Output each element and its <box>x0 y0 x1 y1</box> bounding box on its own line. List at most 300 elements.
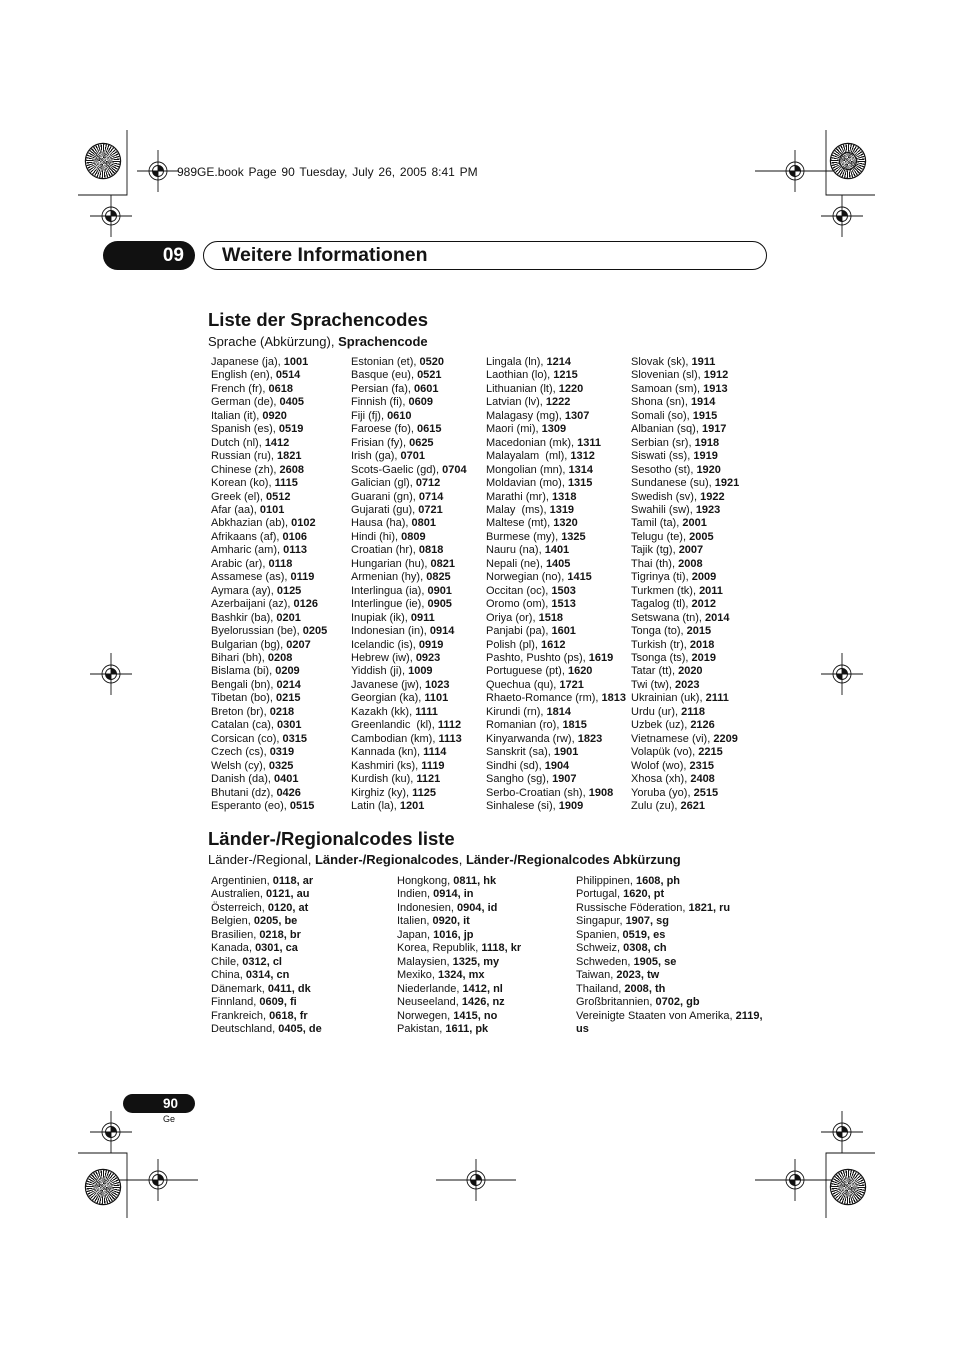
language-name: Norwegian (no) <box>486 571 562 584</box>
language-code: 1222 <box>545 396 571 409</box>
entry-separator: , <box>261 982 265 995</box>
region-abbreviation: pt <box>653 888 665 901</box>
entry-separator: , <box>616 928 620 941</box>
language-code: 0201 <box>276 611 301 624</box>
language-entry <box>486 612 626 625</box>
language-code: 1907 <box>552 773 577 786</box>
region-name: Dänemark <box>211 982 262 995</box>
entry-separator: , <box>545 490 549 503</box>
entry-separator: , <box>555 530 559 543</box>
language-name: Faroese (fo) <box>351 423 411 436</box>
language-entry <box>211 719 327 732</box>
language-entry <box>211 464 327 477</box>
entry-separator: , <box>553 678 557 691</box>
region-code: 0405 <box>278 1022 303 1035</box>
language-name: Interlingua (ia) <box>351 584 422 597</box>
region-entry <box>211 969 322 982</box>
registration-mark <box>90 195 132 237</box>
language-code: 0301 <box>277 719 302 732</box>
language-entry <box>631 477 739 490</box>
language-entry <box>351 437 467 450</box>
language-code: 1914 <box>690 396 716 409</box>
language-name: Italian (it) <box>211 409 257 422</box>
language-code: 0712 <box>415 477 441 490</box>
language-code: 1101 <box>424 692 449 705</box>
language-code: 0514 <box>275 369 301 382</box>
language-code: 1307 <box>564 409 590 422</box>
language-code: 2621 <box>680 799 706 812</box>
region-code: 0811 <box>453 875 478 887</box>
entry-separator: , <box>447 875 451 887</box>
entry-separator: , <box>697 382 701 395</box>
language-code: 2015 <box>686 625 712 638</box>
entry-separator: , <box>426 915 430 928</box>
starburst-mark <box>831 1170 865 1204</box>
language-entry <box>351 383 467 396</box>
entry-separator: , <box>683 638 687 651</box>
language-name: Kirghiz (ky) <box>351 786 407 799</box>
language-name: Malagasy (mg) <box>486 409 559 422</box>
language-code: 1201 <box>399 799 425 812</box>
language-code: 0618 <box>268 382 293 395</box>
language-code: 1315 <box>567 477 593 490</box>
language-name: Albanian (sq) <box>631 423 696 436</box>
language-name: Kashmiri (ks) <box>351 759 416 772</box>
region-entry <box>211 942 322 955</box>
language-name: Slovak (sk) <box>631 356 686 368</box>
region-entry <box>576 929 772 942</box>
entry-separator: , <box>685 651 689 664</box>
legend-code-heading: Länder-/Regionalcodes <box>314 852 459 867</box>
region-entry <box>397 929 521 942</box>
region-name: Frankreich <box>211 1009 263 1022</box>
language-entry <box>211 746 327 759</box>
language-name: Tsonga (ts) <box>631 651 686 664</box>
language-entry <box>631 639 739 652</box>
language-entry <box>211 410 327 423</box>
region-entry <box>576 956 772 969</box>
region-abbreviation: us <box>576 1022 589 1035</box>
chapter-title-bar <box>203 241 767 270</box>
entry-separator: , <box>647 888 651 901</box>
language-name: Estonian (et) <box>351 356 414 368</box>
language-name: Turkmen (tk) <box>631 584 693 597</box>
region-entry <box>576 996 772 1009</box>
region-name: Philippinen <box>576 875 630 887</box>
language-name: Thai (th) <box>631 557 672 570</box>
language-code: 0818 <box>418 544 444 557</box>
language-name: Kinyarwanda (rw) <box>486 732 572 745</box>
language-entry <box>631 773 739 786</box>
language-code: 1612 <box>541 638 566 651</box>
language-entry <box>351 356 467 369</box>
language-entry <box>631 517 739 530</box>
language-code: 0825 <box>426 571 451 584</box>
language-entry <box>351 612 467 625</box>
region-abbreviation: at <box>298 901 309 914</box>
language-code: 0405 <box>279 396 304 409</box>
region-entry <box>211 996 322 1009</box>
language-entry <box>486 356 626 369</box>
entry-separator: , <box>684 396 688 409</box>
region-name: Spanien <box>576 928 617 941</box>
language-entry <box>351 760 467 773</box>
entry-separator: , <box>477 875 481 887</box>
entry-separator: , <box>293 1009 297 1022</box>
language-entry <box>211 369 327 382</box>
region-entry <box>576 875 772 888</box>
language-name: Kirundi (rn) <box>486 705 541 718</box>
entry-separator: , <box>290 888 294 901</box>
language-code: 1309 <box>541 423 567 436</box>
region-entry <box>397 1023 521 1036</box>
region-abbreviation: mx <box>468 969 485 982</box>
entry-separator: , <box>415 759 419 772</box>
entry-separator: , <box>413 356 417 368</box>
legend-label: Länder-/Regional, <box>208 852 312 867</box>
region-name: Belgien <box>211 915 248 928</box>
entry-separator: , <box>256 409 260 422</box>
entry-separator: , <box>412 503 416 516</box>
language-name: Sundanese (su) <box>631 477 709 490</box>
language-code: 2018 <box>689 638 715 651</box>
entry-separator: , <box>570 436 575 449</box>
region-abbreviation: ph <box>666 875 681 887</box>
language-entry <box>351 450 467 463</box>
language-column <box>211 356 327 813</box>
language-code: 1814 <box>546 705 572 718</box>
region-name: Japan <box>397 928 427 941</box>
language-name: Hausa (ha) <box>351 517 406 530</box>
language-entry <box>486 773 626 786</box>
region-entry <box>211 875 322 888</box>
language-entry <box>631 679 739 692</box>
language-entry <box>211 396 327 409</box>
chapter-title: Weitere Informationen <box>222 244 428 266</box>
language-name: Sindhi (sd) <box>486 759 539 772</box>
language-entry <box>486 491 626 504</box>
language-entry <box>211 760 327 773</box>
registration-mark <box>118 1159 198 1201</box>
language-name: Persian (fa) <box>351 382 408 395</box>
language-code: 1912 <box>703 369 729 382</box>
entry-separator: , <box>685 356 689 368</box>
language-code: 2012 <box>691 598 717 611</box>
language-name: Arabic (ar) <box>211 557 263 570</box>
region-entry <box>397 969 521 982</box>
language-code: 1909 <box>558 799 584 812</box>
language-entry <box>486 504 626 517</box>
language-code: 1314 <box>568 463 594 476</box>
language-name: Scots-Gaelic (gd) <box>351 463 436 476</box>
entry-separator: , <box>420 571 424 584</box>
language-name: Azerbaijani (az) <box>211 598 288 611</box>
language-name: Aymara (ay) <box>211 584 271 597</box>
language-name: Serbian (sr) <box>631 436 689 449</box>
region-abbreviation: ca <box>285 942 298 955</box>
entry-separator: , <box>412 490 416 503</box>
entry-separator: , <box>708 477 712 490</box>
language-name: Rhaeto-Romance (rm) <box>486 692 596 705</box>
language-code: 2001 <box>682 517 707 530</box>
language-code: 0521 <box>417 369 442 382</box>
registration-mark <box>821 195 863 237</box>
language-code: 1405 <box>545 557 571 570</box>
language-name: Setswana (tn) <box>631 611 699 624</box>
entry-separator: , <box>402 396 406 409</box>
entry-separator: , <box>239 969 243 982</box>
language-code: 1114 <box>423 746 447 759</box>
page-number-badge <box>123 1094 195 1113</box>
region-column <box>397 875 521 1036</box>
region-entry <box>211 888 322 901</box>
entry-separator: , <box>477 1009 481 1022</box>
entry-separator: , <box>280 638 284 651</box>
region-name: Schweden <box>576 955 628 968</box>
entry-separator: , <box>561 665 565 678</box>
region-name: China <box>211 969 240 982</box>
entry-separator: , <box>253 996 257 1009</box>
entry-separator: , <box>532 611 536 624</box>
entry-separator: , <box>418 678 422 691</box>
language-entry <box>631 612 739 625</box>
language-code: 1813 <box>601 692 627 705</box>
entry-separator: , <box>450 901 454 914</box>
language-code: 1009 <box>408 665 433 678</box>
language-code: 1815 <box>562 719 587 732</box>
region-code: 1324 <box>437 969 463 982</box>
region-name: Australien <box>211 888 260 901</box>
entry-separator: , <box>686 409 690 422</box>
entry-separator: , <box>421 584 425 597</box>
language-entry <box>351 464 467 477</box>
language-name: Bulgarian (bg) <box>211 638 281 651</box>
language-name: Hungarian (hu) <box>351 557 425 570</box>
region-name: Italien <box>397 915 427 928</box>
registration-mark <box>755 1159 835 1201</box>
language-name: Lingala (ln) <box>486 356 541 368</box>
region-name: Mexiko <box>397 969 432 982</box>
region-name: Chile <box>211 955 237 968</box>
entry-separator: , <box>457 888 461 901</box>
entry-separator: , <box>685 571 689 584</box>
language-name: Afrikaans (af) <box>211 530 277 543</box>
language-code: 1923 <box>695 503 721 516</box>
region-abbreviation: tw <box>646 969 660 982</box>
language-code: 2126 <box>690 719 715 732</box>
language-name: Swedish (sv) <box>631 490 694 503</box>
entry-separator: , <box>671 557 676 570</box>
language-entry <box>486 625 626 638</box>
language-name: Kannada (kn) <box>351 746 418 759</box>
entry-separator: , <box>534 638 538 651</box>
entry-separator: , <box>547 746 551 759</box>
language-name: Amharic (am) <box>211 544 278 557</box>
language-name: Uzbek (uz) <box>631 719 685 732</box>
language-entry <box>486 437 626 450</box>
registration-mark <box>755 150 835 192</box>
language-code: 2515 <box>693 786 719 799</box>
entry-separator: , <box>674 799 678 812</box>
entry-separator: , <box>412 544 416 557</box>
entry-separator: , <box>595 692 599 705</box>
region-name: Thailand <box>576 982 619 995</box>
language-name: Dutch (nl) <box>211 436 259 449</box>
region-abbreviation: it <box>463 915 470 928</box>
entry-separator: , <box>262 759 266 772</box>
language-entry <box>351 800 467 813</box>
region-name: Schweiz <box>576 942 617 955</box>
entry-separator: , <box>538 544 542 557</box>
language-code: 2005 <box>689 530 714 543</box>
entry-separator: , <box>272 1022 276 1035</box>
region-name: Brasilien <box>211 928 254 941</box>
language-entry <box>351 504 467 517</box>
region-abbreviation: br <box>289 928 301 941</box>
language-entry <box>211 679 327 692</box>
language-code: 0205 <box>302 625 328 638</box>
language-entry <box>351 598 467 611</box>
entry-separator: , <box>629 875 633 887</box>
entry-separator: , <box>713 901 717 914</box>
entry-separator: , <box>261 901 265 914</box>
language-name: Galician (gl) <box>351 477 410 490</box>
entry-separator: , <box>270 969 274 982</box>
region-name: Deutschland <box>211 1022 273 1035</box>
language-name: Armenian (hy) <box>351 571 421 584</box>
entry-separator: , <box>729 1009 733 1022</box>
registration-mark <box>90 1111 132 1153</box>
language-code: 0625 <box>409 436 434 449</box>
language-name: Tatar (tt) <box>631 665 672 678</box>
entry-separator: , <box>270 678 274 691</box>
region-code: 2008 <box>624 982 649 995</box>
region-entry <box>397 875 521 888</box>
language-name: Inupiak (ik) <box>351 611 405 624</box>
entry-separator: , <box>455 996 459 1009</box>
language-name: Xhosa (xh) <box>631 773 685 786</box>
entry-separator: , <box>695 423 699 436</box>
language-code: 0919 <box>418 638 444 651</box>
language-name: Twi (tw) <box>631 678 669 691</box>
entry-separator: , <box>687 450 691 463</box>
region-entry <box>576 1010 772 1037</box>
region-code: 1611 <box>445 1022 470 1035</box>
region-code: 1412 <box>462 982 487 995</box>
region-code: 0920 <box>432 915 457 928</box>
language-name: Malayalam (ml) <box>486 450 565 463</box>
entry-separator: , <box>405 517 409 530</box>
region-abbreviation: au <box>296 888 310 901</box>
language-entry <box>631 423 739 436</box>
region-name: Norwegen <box>397 1009 448 1022</box>
entry-separator: , <box>270 611 274 624</box>
region-entry <box>211 1010 322 1023</box>
language-code: 0401 <box>273 773 299 786</box>
language-name: Bhutani (dz) <box>211 786 271 799</box>
language-name: Wolof (wo) <box>631 759 684 772</box>
region-name: Russische Föderation <box>576 901 683 914</box>
language-entry <box>486 571 626 584</box>
language-name: Maori (mi) <box>486 423 536 436</box>
language-name: Quechua (qu) <box>486 678 554 691</box>
language-name: Georgian (ka) <box>351 692 419 705</box>
language-code: 0512 <box>266 490 291 503</box>
language-name: English (en) <box>211 369 270 382</box>
entry-separator: , <box>682 901 686 914</box>
language-entry <box>211 598 327 611</box>
language-entry <box>486 383 626 396</box>
language-entry <box>631 383 739 396</box>
language-name: Korean (ko) <box>211 477 269 490</box>
language-name: Lithuanian (lt) <box>486 382 553 395</box>
entry-separator: , <box>277 544 281 557</box>
region-abbreviation: my <box>483 955 500 968</box>
region-abbreviation: se <box>664 955 677 968</box>
language-entry <box>486 450 626 463</box>
region-abbreviation: fr <box>299 1009 308 1022</box>
entry-separator: , <box>649 996 653 1009</box>
language-code: 1401 <box>544 544 570 557</box>
region-abbreviation: in <box>463 888 474 901</box>
registration-mark <box>90 653 132 695</box>
starburst-mark <box>86 144 120 178</box>
language-entry <box>486 639 626 652</box>
language-name: Sangho (sg) <box>486 773 546 786</box>
language-entry <box>211 612 327 625</box>
language-entry <box>211 706 327 719</box>
language-entry <box>486 665 626 678</box>
entry-separator: , <box>543 503 547 516</box>
language-name: Somali (so) <box>631 409 687 422</box>
entry-separator: , <box>270 786 274 799</box>
language-entry <box>351 719 467 732</box>
section-title: Liste der Sprachencodes <box>208 309 429 330</box>
language-name: Yiddish (ji) <box>351 665 402 678</box>
language-name: Serbo-Croatian (sh) <box>486 786 583 799</box>
language-name: Javanese (jw) <box>351 678 419 691</box>
language-code: 2007 <box>678 544 704 557</box>
language-name: Greek (el) <box>211 490 260 503</box>
language-code: 1111 <box>415 705 438 718</box>
entry-separator: , <box>671 665 676 678</box>
language-entry <box>486 800 626 813</box>
language-name: Tibetan (bo) <box>211 692 270 705</box>
entry-separator: , <box>431 719 435 732</box>
language-name: Esperanto (eo) <box>211 799 284 812</box>
entry-separator: , <box>684 719 688 732</box>
language-name: Cambodian (km) <box>351 732 433 745</box>
language-entry <box>631 544 739 557</box>
entry-separator: , <box>640 969 644 982</box>
region-entry <box>576 942 772 955</box>
region-entry <box>397 983 521 996</box>
entry-separator: , <box>457 928 461 941</box>
language-name: Afar (aa) <box>211 503 254 516</box>
entry-separator: , <box>253 503 257 516</box>
region-entry <box>397 942 521 955</box>
language-name: Sanskrit (sa) <box>486 746 548 759</box>
entry-separator: , <box>276 732 280 745</box>
language-code: 0214 <box>276 678 301 691</box>
language-entry <box>211 558 327 571</box>
region-name: Finnland <box>211 996 254 1009</box>
language-name: Macedonian (mk) <box>486 436 571 449</box>
entry-separator: , <box>545 625 549 638</box>
language-entry <box>486 477 626 490</box>
language-code: 2020 <box>678 665 703 678</box>
entry-separator: , <box>582 786 586 799</box>
